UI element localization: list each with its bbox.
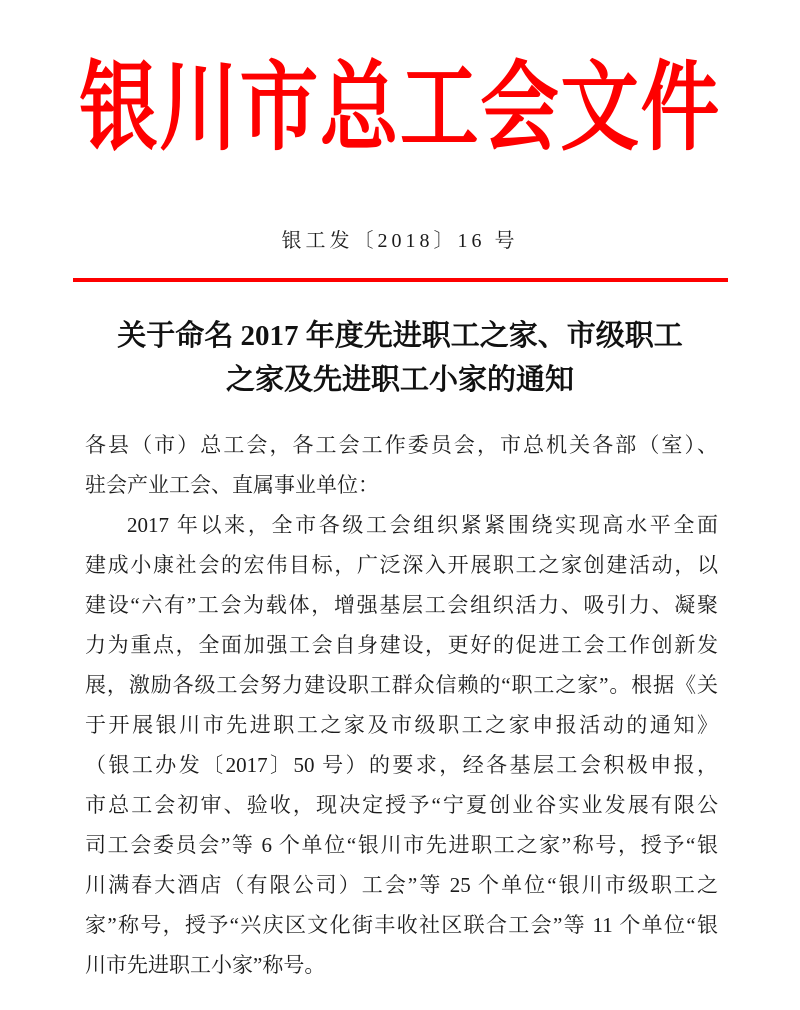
- body-line: 建成小康社会的宏伟目标，广泛深入开展职工之家创建活动，以: [85, 553, 718, 577]
- body-line: （银工办发〔2017〕50 号）的要求，经各基层工会积极申报，: [85, 753, 718, 777]
- document-title: [0, 314, 800, 402]
- body-line: 2017 年以来，全市各级工会组织紧紧围绕实现高水平全面: [127, 513, 718, 537]
- body-line: 力为重点，全面加强工会自身建设，更好的促进工会工作创新发: [85, 633, 718, 657]
- header-divider-line: [73, 278, 728, 282]
- body-line: 市总工会初审、验收，现决定授予“宁夏创业谷实业发展有限公: [85, 793, 718, 817]
- letterhead: [0, 50, 800, 196]
- document-title-line2: 之家及先进职工小家的通知: [225, 364, 574, 396]
- document-body: [85, 425, 718, 985]
- body-line: 司工会委员会”等 6 个单位“银川市先进职工之家”称号，授予“银: [85, 833, 718, 857]
- body-line: 驻会产业工会、直属事业单位：: [85, 473, 379, 497]
- body-line: 于开展银川市先进职工之家及市级职工之家申报活动的通知》: [85, 713, 718, 737]
- body-line: 展，激励各级工会努力建设职工群众信赖的“职工之家”。根据《关: [85, 673, 718, 697]
- org-title-text: 银川市总工会文件: [79, 55, 721, 162]
- body-line: 建设“六有”工会为载体，增强基层工会组织活力、吸引力、凝聚: [85, 593, 718, 617]
- body-line: 各县（市）总工会，各工会工作委员会，市总机关各部（室）、: [85, 433, 718, 457]
- doc-number: 银工发〔2018〕16 号: [281, 230, 519, 252]
- body-line: 家”称号，授予“兴庆区文化街丰收社区联合工会”等 11 个单位“银: [85, 913, 718, 937]
- body-line: 川满春大酒店（有限公司）工会”等 25 个单位“银川市级职工之: [85, 873, 718, 897]
- document-title-line1: 关于命名 2017 年度先进职工之家、市级职工: [117, 320, 683, 352]
- body-line: 川市先进职工小家”称号。: [85, 953, 326, 977]
